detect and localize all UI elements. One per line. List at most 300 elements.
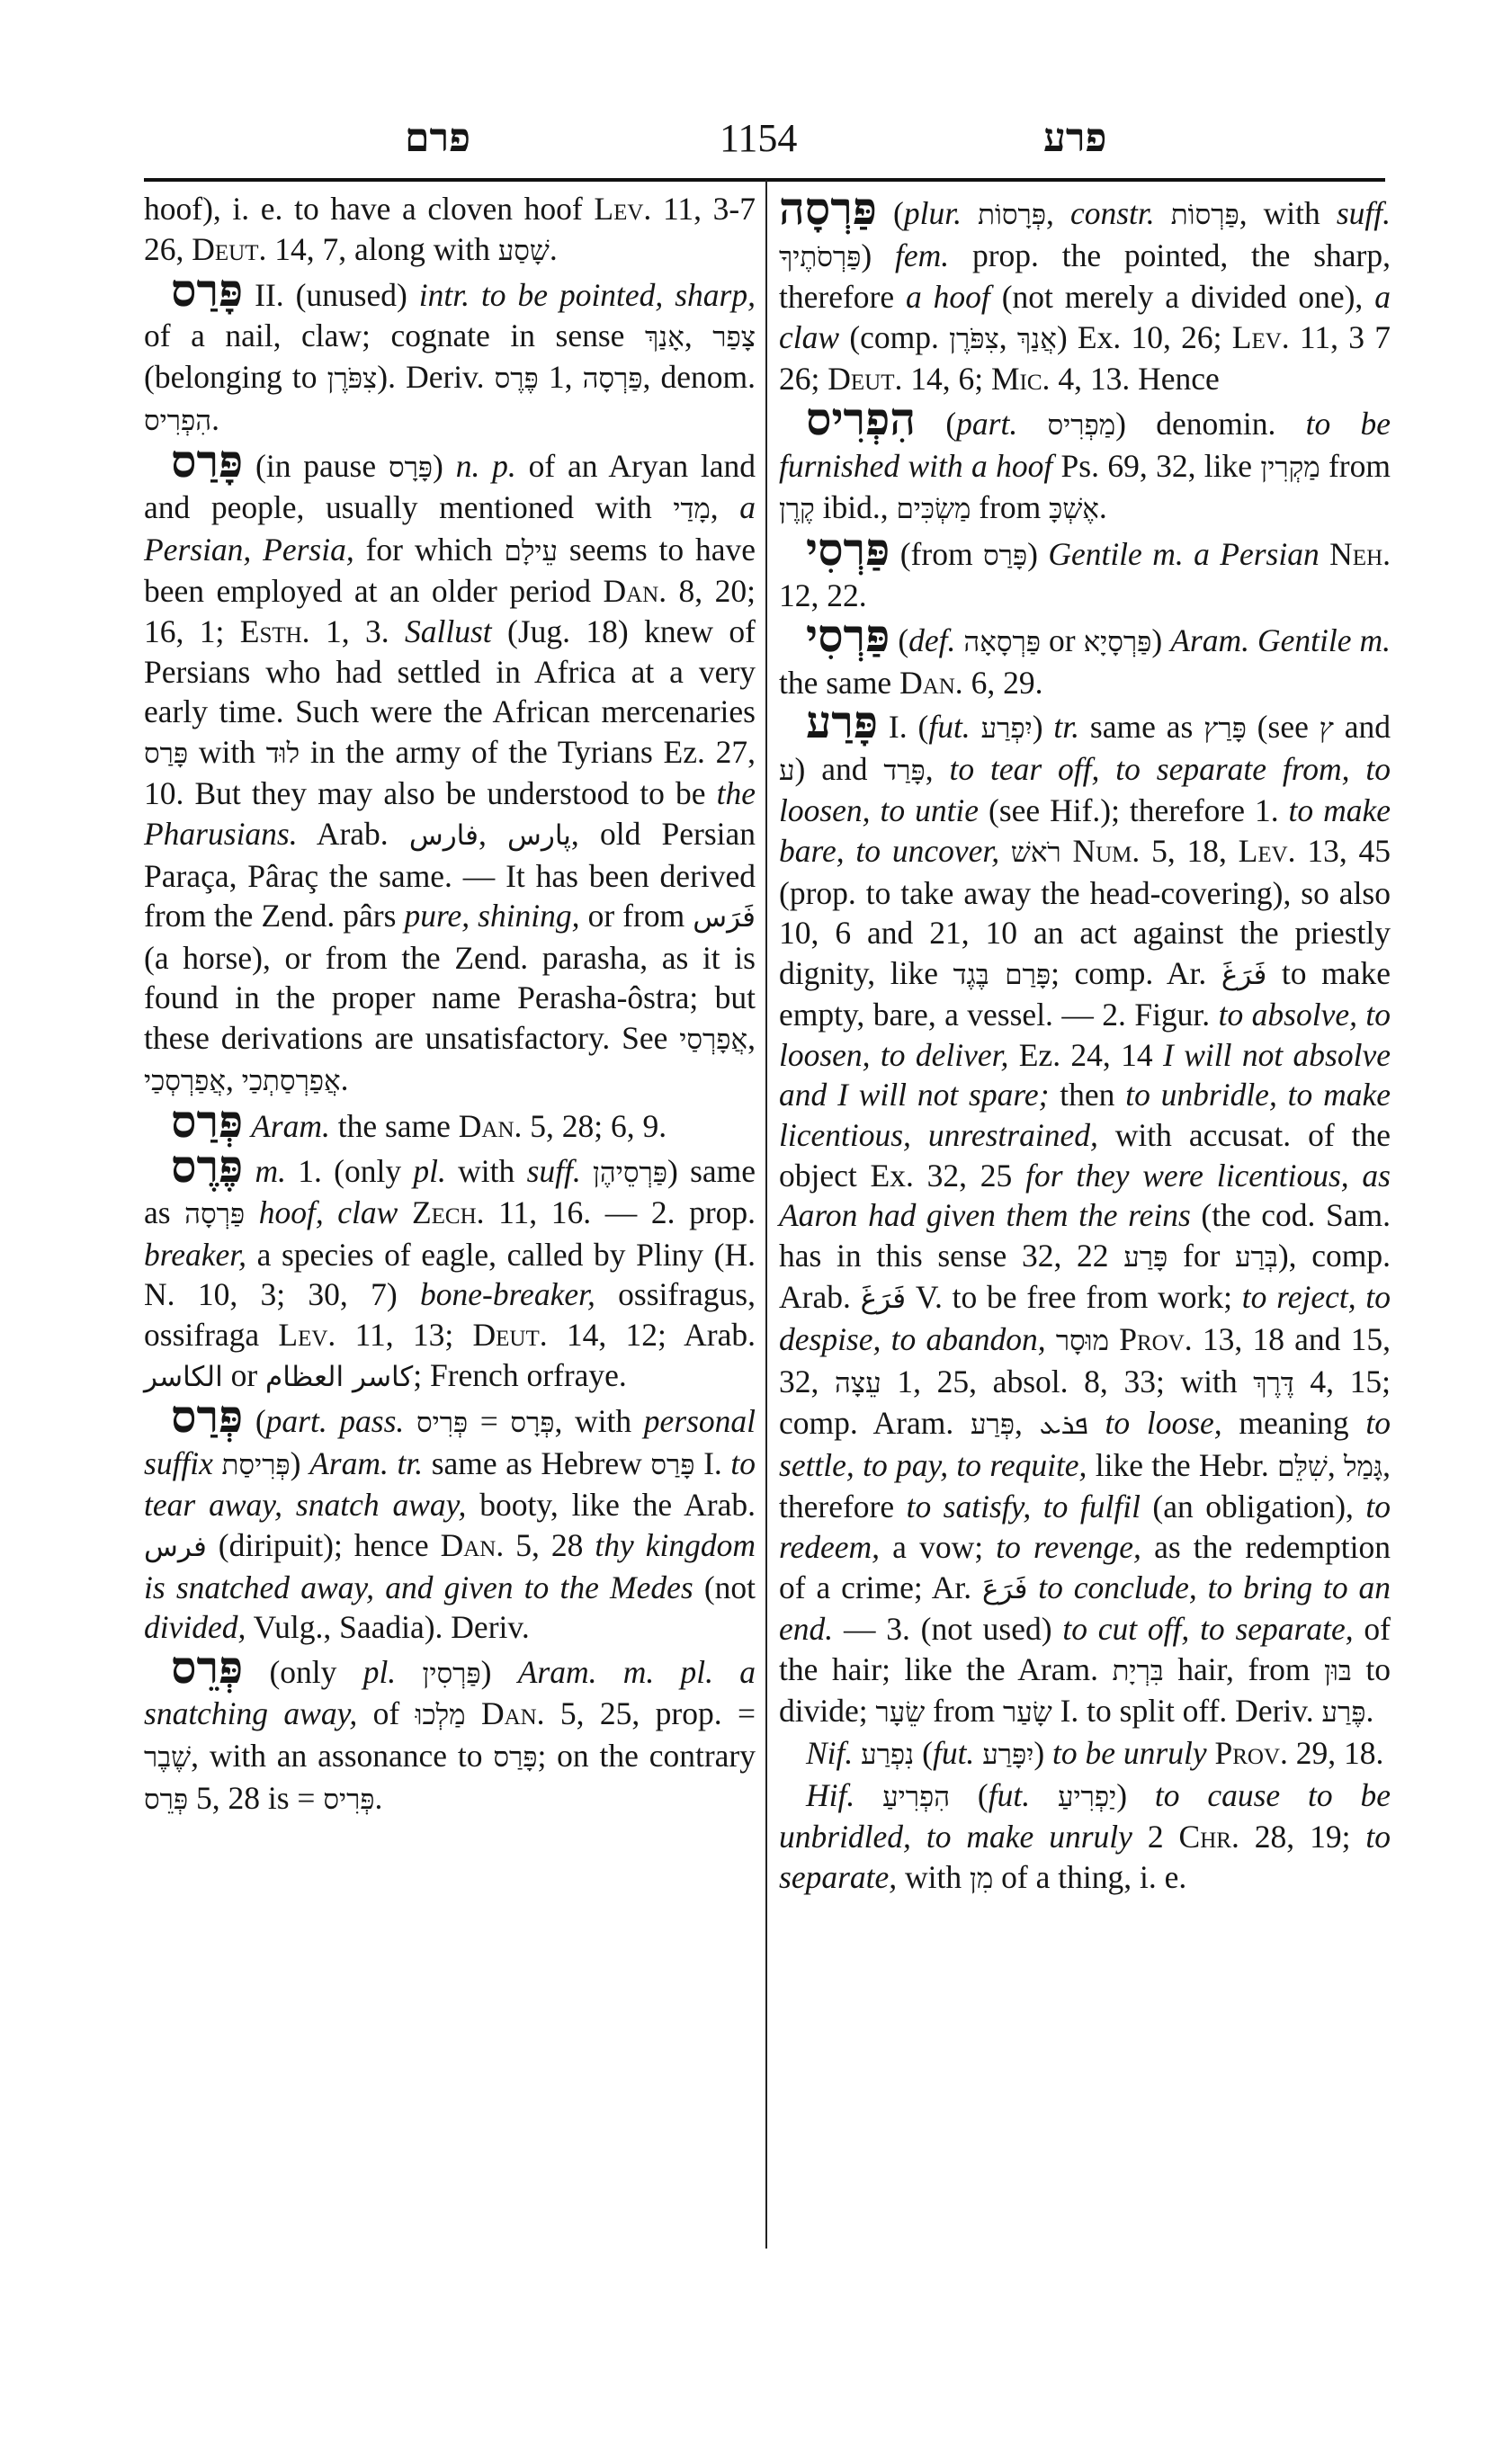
hebrew-word: פַּרְסֹתֶיךָ [779,240,862,273]
hebrew-word: פְּרֵס [144,1783,189,1816]
entry-text: 5, 25, prop. = [544,1695,756,1732]
hebrew-word: צָפַר [712,320,756,353]
entry-text: prop. the pointed, the sharp, therefore [779,237,1391,316]
entry-text: ) [1027,535,1049,572]
entry-text: 14, 12; Arab. [547,1317,756,1354]
entry-text: (a horse), or from the Zend. parasha, as it is found in the proper name Perasha-ôstra; but these derivations are unsatisfactory. See [144,939,756,1056]
entry-text: 11, 16. — 2. prop. [484,1194,756,1231]
hebrew-word: רֹאשׁ [1010,836,1061,869]
hebrew-word: פְּרִיסַת [221,1448,291,1481]
italic-text: to settle, to pay, to requite, [779,1405,1391,1483]
entry-text [1320,536,1329,572]
hebrew-word: פַּרְסָה [184,1198,246,1231]
hebrew-word: גָּמַל [1344,1450,1383,1483]
italic-text: to be furnished with a hoof [779,405,1391,484]
book-reference: Lev. [594,191,652,227]
book-reference: Deut. [472,1317,548,1354]
dictionary-entry [144,264,756,441]
hebrew-word: הִפְרִיעַ [882,1780,951,1813]
entry-text [1088,1405,1105,1441]
italic-text: to revenge, [996,1529,1141,1565]
italic-text: to conclude, to bring to an end. [779,1569,1391,1648]
italic-text: m. [255,1152,286,1189]
entry-text: 2 [1132,1819,1179,1855]
entry-text: , [1046,195,1070,231]
italic-text: a hoof [906,279,990,316]
hebrew-word: פַּרְסָאָה [963,625,1041,658]
hebrew-word: פָּרַע [1123,1240,1168,1274]
hebrew-word: עֵילָם [504,534,559,568]
entry-text: the same [329,1108,459,1145]
headword: פְּרַס [171,1095,244,1149]
entry-text: ), comp. Arab. [779,1237,1391,1316]
hebrew-word: פְּרָסוֹת [978,199,1047,231]
arabic-word: ܦܪܥ [1039,1408,1088,1442]
entry-text: ) [480,1653,518,1690]
entry-text: , with [554,1403,644,1440]
dictionary-entry [779,1775,1391,1900]
hebrew-word: אֲפַרְסְכַי [144,1065,226,1098]
entry-text [1030,1777,1058,1813]
entry-text: ( [890,621,909,658]
entry-text: with [445,1152,527,1189]
entry-text: ( [950,1776,989,1813]
italic-text: pl. [362,1653,397,1690]
entry-text: ibid., [814,489,897,526]
hebrew-word: פֶּרַע [1321,1696,1366,1730]
dictionary-entry [144,1139,756,1398]
book-reference: Mic. [990,361,1051,398]
entry-text: same as [1079,709,1204,746]
entry-text: , with an assonance to [191,1737,494,1774]
entry-text: ) same as [144,1152,756,1231]
italic-text: Aram. [251,1108,330,1145]
hebrew-word: אָנַךְ [644,320,684,353]
entry-text: (from [890,535,983,572]
italic-text: breaker, [144,1236,247,1273]
book-reference: Lev. [1238,832,1296,869]
entry-text [213,1445,222,1481]
entry-text: 5, 28; 6, 9. [522,1108,667,1145]
italic-text: to cut off, to separate, [1062,1611,1354,1648]
hebrew-word: נִפְרַע [861,1738,915,1771]
hebrew-word: פָּרָס [388,451,434,484]
italic-text: to reject, to despise, to abandon, [779,1279,1391,1358]
italic-text: part. [956,405,1018,442]
entry-text: ( [243,1403,266,1440]
hebrew-word: פָּרַץ [1203,712,1247,746]
entry-text: , [684,317,713,353]
entry-text: . [211,400,219,437]
italic-text: constr. [1069,195,1155,231]
dictionary-entry [779,522,1391,616]
hebrew-word: שִׁלֵּם [1277,1450,1328,1483]
entry-text: (in pause [243,447,389,484]
entry-text: 11, 3-7 26, [144,191,756,267]
hebrew-word: עֵצָה [835,1366,881,1399]
italic-text: part. pass. [265,1403,405,1440]
entry-text: ) denomin. [1115,405,1306,442]
entry-text: as the redemption of a crime; Ar. [779,1529,1391,1605]
entry-text: from [925,1693,1003,1730]
italic-text: suff. [526,1152,581,1189]
entry-text: , denom. [642,359,756,396]
entry-text: 13, 18 and 15, 32, [779,1321,1391,1399]
italic-text: Nif. [806,1734,854,1771]
hebrew-word: צִפֹּרֶן [327,362,378,396]
hebrew-word: פֶּרֶס [494,362,539,396]
arabic-word: فَرَس [693,901,756,934]
arabic-word: پارس [507,818,571,852]
entry-text [1155,195,1171,231]
entry-text: ; comp. Ar. [1051,954,1221,991]
hebrew-word: פָּרַס [982,539,1028,572]
hebrew-word: קֶרֶן [779,493,815,526]
entry-text: 1, 3. [309,612,405,649]
arabic-word: فَرَغَ [1221,958,1267,991]
italic-text: def. [908,621,956,658]
italic-text: to separate, [779,1819,1391,1895]
entry-text [1061,833,1073,869]
entry-text: Vulg., Saadia). Deriv. [246,1609,530,1646]
italic-text: Hif. [806,1776,855,1813]
entry-text: (Jug. 18) knew of Persians who had settled in Africa at a very early time. Such were the African mercenaries [144,612,756,730]
hebrew-word: פַּרְסִין [422,1657,481,1690]
italic-text: to unbridle, to make licentious, unrestrained, [779,1077,1391,1154]
italic-text: the Pharusians. [144,775,756,852]
entry-text: ) [1032,709,1054,746]
entry-text: Ez. 24, 14 [1008,1036,1164,1073]
hebrew-word: מַשְׂכִּים [896,493,971,526]
hebrew-word: פָּרַס [144,737,189,770]
entry-text: 28, 19; [1239,1819,1366,1855]
italic-text: fut. [988,1776,1031,1813]
italic-text: to make bare, to uncover, [779,792,1391,869]
entry-text: seems to have been employed at an older period [144,531,756,610]
hebrew-word: יִפְרַע [980,712,1033,746]
entry-text: ) [433,447,456,484]
italic-text: Aram. Gentile m. [1170,621,1391,658]
hebrew-word: הִפְרִיס [144,404,212,437]
entry-text: from [1320,447,1391,484]
dictionary-entry [779,391,1391,530]
hebrew-word: לוּד [265,737,300,770]
italic-text: intr. to be pointed, sharp, [418,277,756,314]
italic-text: a claw [779,279,1391,355]
entry-text: , [925,750,950,787]
hebrew-word: פְּרָס [510,1407,555,1440]
hebrew-word: בְּרַע [1235,1240,1278,1274]
dictionary-entry [779,1733,1391,1775]
book-reference: Zech. [411,1194,485,1231]
entry-text: 1, 25, absol. 8, 33; with [881,1363,1254,1399]
italic-text: n. p. [455,447,516,484]
arabic-word: فَرَغَ [860,1283,907,1316]
entry-text: 11, 3 7 26; [779,318,1391,398]
hebrew-word: שָׁסַע [497,234,550,267]
entry-text: same as Hebrew [423,1444,651,1481]
entry-text: for which [353,531,505,568]
hebrew-word: בִּרְיָת [1112,1654,1164,1687]
book-reference: Dan. [480,1695,545,1732]
entry-text [971,709,981,745]
entry-text [404,1403,416,1439]
entry-text: ) and [794,750,884,787]
entry-text: of a nail, claw; cognate in sense [144,317,645,353]
entry-text: 12, 22. [779,577,867,614]
entry-text: 5, 28 is = [188,1779,324,1816]
hebrew-word: שֶׁבֶר [144,1740,192,1774]
headword: הִפְרִיס [806,391,917,445]
entry-text: ; on the contrary [537,1737,756,1774]
page-number: 1154 [720,116,798,160]
italic-text: hoof, claw [258,1194,398,1231]
arabic-word: فارس [408,818,479,852]
hebrew-word: פְּרִיס [416,1407,469,1440]
entry-text: ) [861,237,896,273]
arabic-word: فرس [144,1531,207,1563]
hebrew-word: פַּרְסָה [582,362,643,396]
italic-text: pure, shining, [404,898,580,934]
hebrew-word: אֶשְׁכָּ [1049,493,1099,526]
book-reference: Chr. [1178,1819,1239,1855]
entry-text: — 3. (not used) [833,1611,1063,1648]
entry-text: from [971,489,1050,526]
italic-text: to be unruly [1052,1734,1207,1771]
hebrew-word: בּוּן [1324,1654,1352,1687]
hebrew-word: מַלְכוּ [415,1699,466,1732]
headword: פַּרְסָה [779,182,877,235]
italic-text: fut. [928,709,971,746]
entry-text: a species of eagle, called by Pliny (H. N. 10, 3; 30, 7) [144,1236,756,1313]
entry-text [581,1153,593,1189]
arabic-word: فَرَعَ [981,1572,1028,1605]
italic-text: to satisfy, to fulfil [906,1489,1141,1525]
hebrew-word: מָדַי [673,493,711,526]
entry-text: 8, 20; 16, 1; [144,573,756,649]
entry-text: for [1168,1237,1236,1274]
entry-text: with [188,733,266,770]
entry-text: V. to be free from work; [906,1279,1242,1316]
entry-text: ( [914,1734,933,1771]
book-reference: Num. [1072,832,1141,869]
header-rule [144,178,1385,182]
hebrew-word: פָּרַם בֶּגֶד [953,958,1051,991]
entry-text: with [897,1858,971,1895]
hebrew-word: פְּרַע [970,1408,1015,1442]
entry-text [974,1735,982,1771]
entry-text [1046,1321,1056,1357]
entry-text [853,1735,861,1771]
arabic-word: الكاسر [144,1360,223,1393]
book-reference: Deut. [192,230,267,267]
entry-text: , [1015,1405,1040,1442]
entry-text: I. ( [878,709,929,746]
italic-text: Aram. tr. [309,1444,424,1481]
entry-text: meaning [1221,1405,1366,1442]
entry-text: , therefore [779,1446,1391,1525]
dictionary-entry [779,182,1391,399]
italic-text: thy kingdom is snatched away, and given to the Medes [144,1527,756,1605]
entry-text: of the hair; like the Aram. [779,1611,1391,1687]
entry-text: (belonging to [144,359,327,396]
hebrew-word: אֲנַךְ [1016,322,1057,355]
headword: פְּרַס [171,1390,244,1444]
entry-text: 13, 45 (prop. to take away the head-covering), so also 10, 6 and 21, 10 an act against the priestly dignity, like [779,832,1391,991]
entry-text: ossifragus, ossifraga [144,1276,756,1354]
italic-text: suff. [1336,195,1391,231]
italic-text: for they were licentious, as Aaron had given them the reins [779,1157,1391,1234]
book-reference: Neh. [1329,535,1391,572]
italic-text: pl. [413,1152,446,1189]
entry-text: the same [779,664,900,701]
entry-text: , [710,489,740,526]
headword: פָּרַס [171,434,244,487]
entry-text: of an Aryan land and people, usually mentioned with [144,447,756,526]
entry-text: (not [693,1569,756,1605]
hebrew-word: פָּרַס [650,1448,695,1481]
entry-text: ) [290,1444,310,1481]
italic-text: tr. [1053,709,1080,746]
headword: פָּרַס [171,264,244,317]
entry-text: , [226,1061,242,1098]
entry-text: or [222,1356,266,1393]
book-reference: Prov. [1119,1321,1193,1358]
arabic-word: كاسر العظام [265,1360,414,1393]
entry-text: . [1098,489,1107,526]
entry-text: , [998,318,1017,355]
hebrew-word: פָּרַס [493,1740,538,1774]
headword: פֶּרֶס [171,1139,244,1193]
hebrew-word: מַפְרִיס [1047,408,1116,442]
italic-text: to tear away, snatch away, [144,1444,756,1524]
entry-text: Ps. 69, 32, like [1052,447,1261,484]
entry-text: = [468,1403,511,1440]
book-reference: Dan. [899,664,963,701]
hebrew-word: פַּרְסֵיהֶן [593,1156,667,1189]
entry-text: or [1040,621,1084,658]
entry-text [396,1654,422,1690]
book-reference: Deut. [828,361,903,398]
entry-text: 1, [538,359,583,396]
entry-text [854,1777,882,1813]
book-reference: Dan. [440,1527,505,1563]
italic-text: to redeem, [779,1489,1391,1565]
entry-text: , [1327,1446,1345,1483]
italic-text: plur. [903,195,962,231]
entry-text: . [549,230,558,267]
entry-text [1109,1321,1119,1357]
entry-text: ) [1033,1734,1053,1771]
book-reference: Prov. [1214,1734,1288,1771]
hebrew-word: מִן [970,1862,994,1895]
entry-text: II. (unused) [243,277,419,314]
header-right-word: פרע [1043,116,1107,160]
entry-text [999,833,1011,869]
hebrew-word: אֲפַרְסַתְכַי [241,1065,341,1098]
entry-text [1017,406,1047,442]
headword: פַּרְסִי [806,608,890,662]
entry-text: with accusat. of the object Ex. 32, 25 [779,1117,1391,1194]
entry-text: then [1049,1077,1126,1113]
italic-text: to cause to be unbridled, to make unruly [779,1776,1391,1855]
entry-text: 5, 18, [1140,832,1239,869]
entry-text: (only [243,1653,363,1690]
entry-text: 11, 13; [336,1317,473,1354]
italic-text: to tear off, to separate from, to loosen, to untie [779,750,1391,829]
entry-text: and [1333,709,1391,746]
entry-text [1027,1569,1038,1605]
entry-text [466,1695,481,1731]
entry-text: booty, like the Arab. [466,1487,756,1524]
entry-text [962,195,978,231]
entry-text: , [747,1019,756,1056]
book-reference: Dan. [603,573,667,610]
hebrew-word: ע [779,754,795,787]
entry-text: (see [1246,709,1320,746]
entry-text: (see Hif.); therefore 1. [979,792,1289,829]
entry-text: a vow; [880,1529,997,1565]
hebrew-word: יִפָּרַע [982,1738,1034,1771]
italic-text: fem. [895,237,950,273]
book-reference: Dan. [458,1108,523,1145]
entry-text: hoof), i. e. to have a cloven hoof [144,191,595,227]
entry-text: 14, 6; [902,361,991,398]
entry-text: (the cod. Sam. has in this sense 32, 22 [779,1197,1391,1274]
entry-text: ; French orfraye. [413,1356,627,1393]
hebrew-word: אֲפָרְסַי [679,1023,748,1056]
dictionary-entry [779,608,1391,702]
running-header [144,115,1385,169]
entry-text: (comp. [839,318,950,355]
entry-text [243,1153,255,1189]
entry-text: , with [1239,195,1337,231]
entry-text: 14, 7, along with [266,230,498,267]
dictionary-entry [144,1640,756,1820]
hebrew-word: פָּרַד [883,754,926,787]
book-reference: Esth. [239,612,310,649]
entry-text: 4, 15; comp. Aram. [779,1363,1391,1442]
headword: פַּרְסִי [806,522,890,576]
entry-text: ( [876,195,904,231]
headword: פָּרַע [806,695,879,749]
dictionary-entry [144,189,756,271]
book-reference: Lev. [278,1317,336,1354]
entry-text: or from [579,898,693,934]
hebrew-word: שָׂעַר [1002,1696,1052,1730]
italic-text: a Persian, Persia, [144,489,756,568]
italic-text: divided, [144,1609,246,1646]
entry-text: 5, 28 [504,1527,595,1563]
entry-text: . [374,1779,383,1816]
entry-text: (an obligation), [1140,1489,1366,1525]
dictionary-entry [144,434,756,1103]
entry-text: , [478,815,508,852]
hebrew-word: יַפְרִיעַ [1057,1780,1117,1813]
entry-text: in the army of the Tyrians Ez. 27, 10. But they may also be understood to be [144,733,756,812]
entry-text: 4, 13. Hence [1050,361,1220,398]
header-left-word: פרם [405,116,471,160]
italic-text: I will not absolve and I will not spare; [779,1036,1391,1113]
entry-text [398,1194,412,1230]
entry-text: hair, from [1163,1650,1325,1687]
italic-text: Aram. m. pl. a snatching away, [144,1653,756,1732]
left-column [144,189,756,1820]
italic-text: personal suffix [144,1403,756,1481]
entry-text: ) [1116,1776,1155,1813]
hebrew-word: ץ [1319,712,1334,746]
italic-text: Sallust [404,612,492,649]
